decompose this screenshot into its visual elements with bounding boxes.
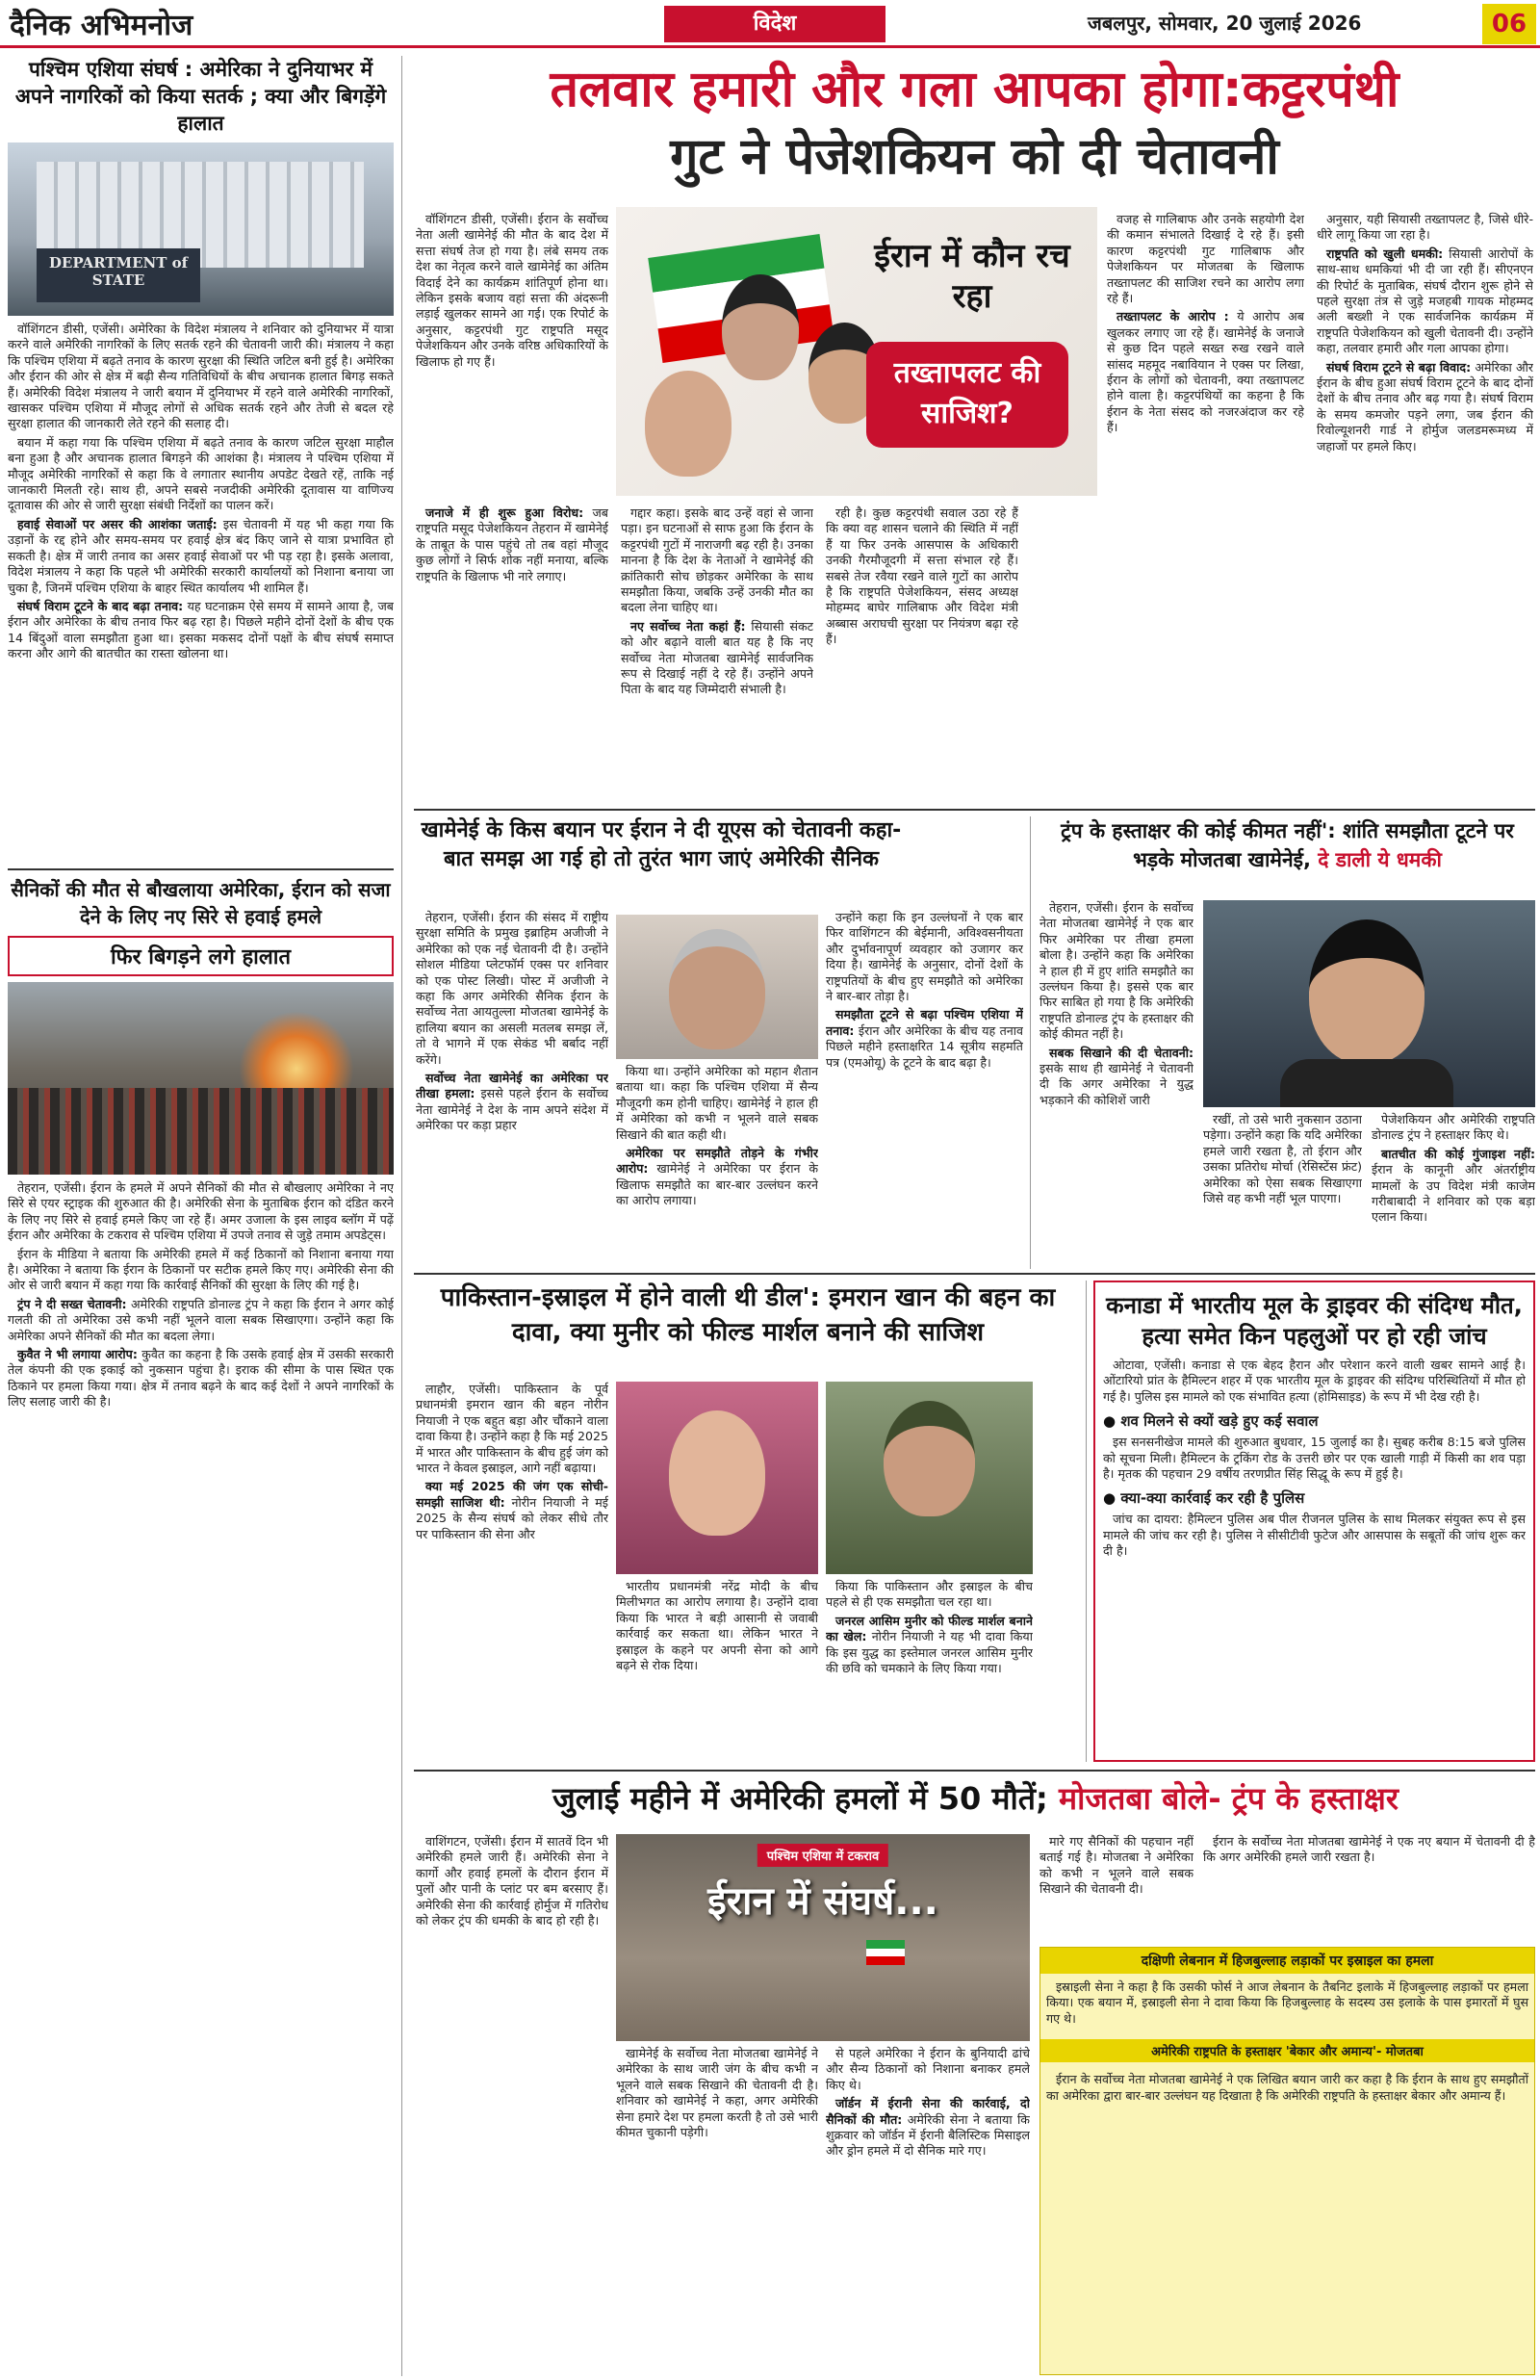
story-subheadline-airstrikes: फिर बिगड़ने लगे हालात bbox=[8, 936, 394, 976]
paragraph: अनुसार, यही सियासी तख्तापलट है, जिसे धीरे-धीरे लागू किया जा रहा है। bbox=[1317, 212, 1533, 243]
khamenei-headline-box bbox=[416, 816, 907, 903]
pakistan-column-2 bbox=[616, 1579, 818, 1762]
paragraph: खामेनेई ने अमेरिका पर ईरान के खिलाफ समझौते का बार-बार उल्लंघन करने का आरोप लगाया। bbox=[616, 1161, 818, 1208]
graphic-red-label: तख्तापलट की साजिश? bbox=[866, 342, 1068, 448]
headline-black: जुलाई महीने में अमेरिकी हमलों में 50 मौतें; bbox=[552, 1780, 1048, 1817]
paragraph: अमेरिकी सेना ने बताया कि शुक्रवार को जॉर्डन में ईरानी बैलिस्टिक मिसाइल और ड्रोन हमले में दो सैनिक मारे गए। bbox=[826, 2111, 1030, 2159]
portrait-azizi bbox=[669, 929, 765, 1049]
canada-bullet-1-body bbox=[1103, 1435, 1526, 1485]
paragraph: इस्राइली सेना ने कहा है कि उसकी फोर्स ने आज लेबनान के तैबनिट इलाके में हिजबुल्लाह लड़ाकों पर हमला किया। एक बयान में, इस्राइली सेना ने दावा किया कि हिजबुल्लाह के सदस्य उस इलाके के पास इमारतों में घुस गए थे। bbox=[1046, 1979, 1528, 2026]
lead-headline-line1: तलवार हमारी और गला आपका होगा:कट्टरपंथी bbox=[550, 61, 1399, 118]
subhead: राष्ट्रपति को खुली धमकी: bbox=[1326, 246, 1444, 261]
khamenei-headline: खामेनेई के किस बयान पर ईरान ने दी यूएस को चेतावनी कहा- बात समझ आ गई हो तो तुरंत भाग जाएं अमेरिकी सैनिक bbox=[421, 818, 902, 871]
subhead: हवाई सेवाओं पर असर की आशंका जताई: bbox=[17, 516, 218, 531]
graphic-title: ईरान में कौन रच रहा bbox=[874, 237, 1070, 316]
july-column-1 bbox=[416, 1834, 608, 2373]
story-headline-us-advisory: पश्चिम एशिया संघर्ष : अमेरिका ने दुनियाभर में अपने नागरिकों को किया सतर्क ; क्या और बिगड़ेंगे हालात bbox=[14, 58, 387, 135]
paragraph: बयान में कहा गया कि पश्चिम एशिया में बढ़ते तनाव के कारण जटिल सुरक्षा माहौल बना हुआ है और अचानक हालात बिगड़ने की आशंका है। मंत्रालय ने पश्चिम एशिया में मौजूद अमेरिकी नागरिकों से कहा कि वे लगातार स्थानीय अपडेट देखते रहें, ताकि नई जानकारी मिलती रहे। साथ ही, अपने सबसे नजदीकी अमेरिकी दूतावास या वाणिज्य दूतावास की ओर से जारी सुरक्षा संबंधी निर्देशों का पालन करें। bbox=[8, 434, 394, 513]
khamenei-column-3 bbox=[826, 910, 1023, 1266]
paragraph: ईरान के मीडिया ने बताया कि अमेरिकी हमले में कई ठिकानों को निशाना बनाया गया है। अमेरिका ने बताया कि ईरान के ठिकानों पर सटीक हमले किए गए। अमेरिकी सेना की ओर से जारी बयान में कहा गया कि कार्रवाई सैनिकों की सुरक्षा के लिए की गई है। bbox=[8, 1246, 394, 1293]
paragraph: लाहौर, एजेंसी। पाकिस्तान के पूर्व प्रधानमंत्री इमरान खान की बहन नोरीन नियाजी ने एक बहुत बड़ा और चौंकाने वाला दावा किया है। उन्होंने कहा है कि मई 2025 में भारत और पाकिस्तान के बीच हुई जंग को भारत ने केवल इस्राइल, आगे नहीं बढ़ाया। bbox=[416, 1382, 608, 1476]
paragraph: भारतीय प्रधानमंत्री नरेंद्र मोदी के बीच मिलीभगत का आरोप लगाया है। उन्होंने दावा किया कि भारत ने बड़ी आसानी से जवाबी कार्रवाई कर सकता था। लेकिन भारत ने इस्राइल के कहने पर अपनी सेना को आगे बढ़ने से रोक दिया। bbox=[616, 1579, 818, 1673]
portrait-khamenei bbox=[722, 274, 799, 380]
july-column-4 bbox=[1040, 1834, 1194, 1940]
lead-headline-line2: गुट ने पेजेशकियन को दी चेतावनी bbox=[670, 128, 1279, 186]
noreen-niazi-photo bbox=[616, 1382, 818, 1574]
sidebar-body-signature bbox=[1040, 2066, 1534, 2112]
portrait-pezeshkian bbox=[645, 371, 732, 477]
canada-bullet-2: ● क्या-क्या कार्रवाई कर रही है पुलिस bbox=[1103, 1488, 1526, 1508]
story-body-us-advisory bbox=[8, 322, 394, 861]
subhead: अमेरिका पर समझौते तोड़ने के गंभीर आरोप: bbox=[616, 1146, 818, 1177]
paragraph: यह घटनाक्रम ऐसे समय में सामने आया है, जब ईरान और अमेरिका के बीच तनाव फिर बढ़ रहा है। पिछले महीने दोनों देशों के बीच एक 14 बिंदुओं वाला समझौता हुआ था। इसका मकसद दोनों पक्षों के बीच संघर्ष समाप्त करना और आगे की बातचीत का रास्ता खोलना था। bbox=[8, 598, 394, 661]
headline-red: मोजतबा बोले- ट्रंप के हस्ताक्षर bbox=[1047, 1780, 1399, 1817]
paragraph: वॉशिंगटन डीसी, एजेंसी। ईरान के सर्वोच्च नेता अली खामेनेई की मौत के बाद देश में सत्ता संघर्ष तेज हो गया है। लंबे समय तक देश का नेतृत्व करने वाले खामेनेई का अंतिम विदाई देने का कार्यक्रम शांतिपूर्ण होना था। लेकिन इसके बजाय वहां सत्ता की अंदरूनी लड़ाई खुलकर सामने आ गई। एक रिपोर्ट के अनुसार, कट्टरपंथी गुट राष्ट्रपति मसूद पेजेशकियन और उनके वरिष्ठ अधिकारियों के खिलाफ हो गए हैं। bbox=[416, 212, 608, 369]
lead-column-2 bbox=[621, 505, 813, 804]
lead-column-1 bbox=[416, 212, 608, 501]
subhead: कुवैत ने भी लगाया आरोप: bbox=[17, 1347, 138, 1362]
mojtaba-photo bbox=[1203, 900, 1535, 1107]
portrait-noreen-niazi bbox=[669, 1410, 765, 1536]
photo-caption: ईरान में संघर्ष... bbox=[707, 1879, 938, 1924]
lead-column-1b bbox=[416, 505, 608, 804]
paragraph: कुवैत का कहना है कि उसके हवाई क्षेत्र में उसकी सरकारी तेल कंपनी की एक इकाई को नुकसान पहुंचा है। इराक की सीमा के पास स्थित एक ठिकाने पर हमला किया गया। क्षेत्र में तनाव बढ़ने के बाद कई देशों ने अपने नागरिकों के लिए सलाह जारी की है। bbox=[8, 1347, 394, 1410]
iran-coup-graphic bbox=[616, 207, 1097, 496]
paragraph: मारे गए सैनिकों की पहचान नहीं बताई गई है। मोजतबा ने अमेरिका को कभी न भूलने वाले सबक सिखाने की चेतावनी दी। bbox=[1040, 1834, 1194, 1897]
paragraph: किया कि पाकिस्तान और इस्राइल के बीच पहले से ही एक समझौता चल रहा था। bbox=[826, 1579, 1033, 1610]
story-body-airstrikes bbox=[8, 1180, 394, 2259]
paragraph: ये आरोप अब खुलकर लगाए जा रहे हैं। खामेनेई के जनाजे से कुछ दिन पहले सख्त रुख रखने वाले सांसद महमूद नबावियान ने एक्स पर लिखा, ईरान के लोगों को चेतावनी, क्या तख्तापलट होने वाला है। कट्टरपंथियों का कहना है कि ईरान के नेता संसद को नजरअंदाज कर रहे हैं। bbox=[1107, 309, 1304, 435]
divider bbox=[414, 1770, 1535, 1772]
paragraph: ईरान और अमेरिका के बीच यह तनाव पिछले महीने हस्ताक्षरित 14 सूत्रीय सहमति पत्र (एमओयू) के टूटने के बाद बढ़ा है। bbox=[826, 1022, 1023, 1070]
paragraph: तेहरान, एजेंसी। ईरान की संसद में राष्ट्रीय सुरक्षा समिति के प्रमुख इब्राहिम अजीजी ने अमेरिका को एक नई चेतावनी दी है। उन्होंने सोशल मीडिया प्लेटफॉर्म एक्स पर शनिवार को एक पोस्ट लिखी। पोस्ट में अजीजी ने कहा कि अगर अमेरिकी सैनिक ईरान के सर्वोच्च नेता आयतुल्ला मोजतबा खामेनेई के हालिया बयान का असली मतलब समझ लें, तो वे भागने में एक सेकंड भी बर्बाद नहीं करेंगे। bbox=[416, 910, 608, 1067]
paragraph: इस चेतावनी में यह भी कहा गया कि उड़ानों के रद्द होने और समय-समय पर हवाई क्षेत्र बंद किए जाने से यात्रा प्रभावित हो सकती है। क्षेत्र में जारी तनाव का असर हवाई सेवाओं पर भी पड़ रहा है। इसके अलावा, विदेश मंत्रालय ने कहा कि पहले भी अमेरिकी सरकारी कार्यालयों को निशाना बनाया जा चुका है, जिनमें पश्चिम एशिया के बाहर स्थित कार्यालय भी शामिल हैं। bbox=[8, 516, 394, 595]
sidebar-heading-signature: अमेरिकी राष्ट्रपति के हस्ताक्षर 'बेकार और अमान्य'- मोजतबा bbox=[1040, 2039, 1534, 2062]
paragraph: ईरान के सर्वोच्च नेता मोजतबा खामेनेई ने एक नए बयान में चेतावनी दी है कि अगर अमेरिकी हमले जारी रखता है। bbox=[1203, 1834, 1535, 1865]
khamenei-column-2 bbox=[616, 1064, 818, 1266]
subhead: जनरल आसिम मुनीर को फील्ड मार्शल बनाने का खेल: bbox=[826, 1613, 1033, 1644]
iran-flag-icon bbox=[866, 1940, 905, 1965]
subhead: जॉर्डन में ईरानी सेना की कार्रवाई, दो सैनिकों की मौत: bbox=[826, 2096, 1030, 2127]
asim-munir-photo bbox=[826, 1382, 1033, 1574]
subhead: समझौता टूटने से बढ़ा पश्चिम एशिया में तनाव: bbox=[826, 1007, 1023, 1038]
subhead: सर्वोच्च नेता खामेनेई का अमेरिका पर तीखा हमला: bbox=[416, 1071, 608, 1101]
trump-signature-headline bbox=[1040, 816, 1535, 874]
crowd bbox=[8, 1088, 394, 1175]
paragraph: रही है। कुछ कट्टरपंथी सवाल उठा रहे हैं कि क्या वह शासन चलाने की स्थिति में नहीं हैं या फिर उनके आसपास के अधिकारी उनकी गैरमौजूदगी में सत्ता संभाल रहे हैं। सबसे तेज रवैया रखने वाले गुटों का आरोप है कि राष्ट्रपति पेजेशकियन, संसद अध्यक्ष मोहम्मद बाघेर गालिबाफ और विदेश मंत्री अब्बास अराघची सुरक्षा पर नियंत्रण बढ़ा रहे हैं। bbox=[826, 505, 1018, 647]
paragraph: ईरान के सर्वोच्च नेता मोजतबा खामेनेई ने एक लिखित बयान जारी कर कहा है कि ईरान के साथ हुए समझौतों का अमेरिका द्वारा बार-बार उल्लंघन यह दिखाता है कि अमेरिकी राष्ट्रपति के हस्ताक्षर बेकार और अमान्य हैं। bbox=[1046, 2072, 1528, 2103]
subhead: संघर्ष विराम टूटने के बाद बढ़ा तनाव: bbox=[17, 598, 184, 613]
subhead: ट्रंप ने दी सख्त चेतावनी: bbox=[17, 1296, 127, 1311]
july-headline bbox=[416, 1776, 1535, 1821]
paragraph: वजह से गालिबाफ और उनके सहयोगी देश की कमान संभालते दिखाई दे रहे हैं। इसी कारण कट्टरपंथी गुट गालिबाफ और पेजेशकियन पर मोजतबा के खिलाफ तख्तापलट की साजिश रचने का आरोप लगा रहे हैं। bbox=[1107, 212, 1304, 306]
subhead: सबक सिखाने की दी चेतावनी: bbox=[1049, 1045, 1194, 1060]
july-column-5 bbox=[1203, 1834, 1535, 1940]
canada-bullet-1: ● शव मिलने से क्यों खड़े हुए कई सवाल bbox=[1103, 1411, 1526, 1431]
canada-headline: कनाडा में भारतीय मूल के ड्राइवर की संदिग्ध मौत, हत्या समेत किन पहलुओं पर हो रही जांच bbox=[1106, 1292, 1523, 1350]
subhead: नए सर्वोच्च नेता कहां हैं: bbox=[630, 618, 746, 634]
paragraph: वाशिंगटन, एजेंसी। ईरान में सातवें दिन भी अमेरिकी हमले जारी हैं। अमेरिकी सेना ने कार्गो और हवाई हमलों के दौरान ईरान में पुलों और पानी के प्लांट पर बम बरसाए हैं। अमेरिकी सेना की कार्रवाई होर्मुज में गतिरोध को लेकर ट्रंप की धमकी के बाद हो रही है। bbox=[416, 1834, 608, 1928]
portrait-asim-munir bbox=[884, 1401, 975, 1516]
paragraph: अमेरिका और ईरान के बीच हुआ संघर्ष विराम टूटने के बाद दोनों देशों के बीच तनाव और बढ़ गया है। संघर्ष विराम के समय कमजोर पड़ने लगा, जब ईरान की रिवोल्यूशनरी गार्ड ने होर्मुज जलडमरूमध्य में जहाजों पर हमले किए। bbox=[1317, 359, 1533, 453]
paragraph: वॉशिंगटन डीसी, एजेंसी। अमेरिका के विदेश मंत्रालय ने शनिवार को दुनियाभर में यात्रा करने वाले अमेरिकी नागरिकों के लिए सतर्क रहने की चेतावनी जारी की। मंत्रालय ने कहा कि पश्चिम एशिया में बढ़ते तनाव के कारण सुरक्षा की स्थिति जटिल बनी हुई है। अमेरिका और ईरान की ओर से क्षेत्र में बढ़ी सैन्य गतिविधियों के बीच अचानक हालात बिगड़ सकते हैं। अमेरिकी विदेश मंत्रालय ने जारी बयान में दुनियाभर में रहने वाले अमेरिकी नागरिकों, खासकर पश्चिम एशिया में मौजूद लोगों से अधिक सतर्क रहने और तेजी से बदल रहे सुरक्षा हालात की जानकारी लेते रहने की सलाह दी। bbox=[8, 322, 394, 431]
subhead: जनाजे में ही शुरू हुआ विरोध: bbox=[425, 505, 584, 520]
pakistan-column-3 bbox=[826, 1579, 1033, 1762]
divider bbox=[1030, 816, 1031, 1269]
state-department-photo bbox=[8, 142, 394, 316]
headline-black: ट्रंप के हस्ताक्षर की कोई कीमत नहीं': शांति समझौता टूटने पर भड़के मोजतबा खामेनेई, bbox=[1061, 819, 1514, 871]
paragraph: पेजेशकियन और अमेरिकी राष्ट्रपति डोनाल्ड ट्रंप ने हस्ताक्षर किए थे। bbox=[1372, 1112, 1535, 1143]
paragraph: से पहले अमेरिका ने ईरान के बुनियादी ढांचे और सैन्य ठिकानों को निशाना बनाकर हमले किए थे। bbox=[826, 2046, 1030, 2092]
iran-conflict-photo bbox=[616, 1834, 1030, 2041]
divider bbox=[414, 1273, 1535, 1275]
khamenei-column-1 bbox=[416, 910, 608, 1266]
paragraph: ओटावा, एजेंसी। कनाडा से एक बेहद हैरान और परेशान करने वाली खबर सामने आई है। ओंटारियो प्रांत के हैमिल्टन शहर में एक भारतीय मूल के ड्राइवर की संदिग्ध परिस्थितियों में मौत हो गई है। पुलिस इस मामले को एक संभावित हत्या (होमिसाइड) के रूप में भी देख रही है। bbox=[1103, 1358, 1526, 1404]
robe bbox=[1280, 1059, 1453, 1107]
lead-column-5 bbox=[1317, 212, 1533, 804]
azizi-photo bbox=[616, 915, 818, 1059]
subhead: बातचीत की कोई गुंजाइश नहीं: bbox=[1381, 1146, 1535, 1161]
pakistan-column-4-gutter bbox=[1040, 1382, 1080, 1762]
july-column-2 bbox=[616, 2046, 818, 2373]
paragraph: उन्होंने कहा कि इन उल्लंघनों ने एक बार फिर वाशिंगटन की बेईमानी, अविश्वसनीयता और दुर्भावनापूर्ण व्यवहार को उजागर कर दिया है। खामेनेई के अनुसार, दोनों देशों के राष्ट्रपतियों के बीच हुए समझौते को अमेरिका ने बार-बार तोड़ा है। bbox=[826, 910, 1023, 1004]
headline-red: दे डाली ये धमकी bbox=[1310, 848, 1442, 871]
paragraph: नोरीन नियाजी ने यह भी दावा किया कि इस युद्ध का इस्तेमाल जनरल आसिम मुनीर की छवि को चमकाने के लिए किया गया। bbox=[826, 1629, 1033, 1676]
paragraph: इसके साथ ही खामेनेई ने चेतावनी दी कि अगर अमेरिका ने युद्ध भड़काने की कोशिशें जारी bbox=[1040, 1061, 1194, 1107]
pakistan-headline-box bbox=[416, 1281, 1080, 1377]
divider bbox=[1086, 1281, 1087, 1762]
paragraph: सियासी संकट को और बढ़ाने वाली बात यह है कि नए सर्वोच्च नेता मोजतबा खामेनेई सार्वजनिक रूप से दिखाई नहीं दे रहे हैं। उन्होंने अपने पिता के बाद यह जिम्मेदारी संभाली है। bbox=[621, 618, 813, 697]
lead-headline bbox=[414, 56, 1535, 200]
paragraph: तेहरान, एजेंसी। ईरान के सर्वोच्च नेता मोजतबा खामेनेई ने एक बार फिर अमेरिका पर तीखा हमला बोला है। उन्होंने कहा कि अमेरिका ने हाल ही में हुए शांति समझौते का उल्लंघन किया है। इससे एक बार फिर साबित हो गया है कि अमेरिकी राष्ट्रपति डोनाल्ड ट्रंप के हस्ताक्षर की कोई कीमत नहीं है। bbox=[1040, 900, 1194, 1042]
story-headline-airstrikes: सैनिकों की मौत से बौखलाया अमेरिका, ईरान को सजा देने के लिए नए सिरे से हवाई हमले bbox=[11, 878, 391, 928]
paragraph: तेहरान, एजेंसी। ईरान के हमले में अपने सैनिकों की मौत से बौखलाए अमेरिका ने नए सिरे से एयर स्ट्राइक की शुरुआत की है। अमेरिकी सेना के मुताबिक ईरान को दंडित करने के लिए नए सिरे से हवाई हमले किए जा रहे हैं। अमर उजाला के इस लाइव ब्लॉग में पढ़ें ईरान और अमेरिका के टकराव से पश्चिम एशिया में उपजे तनाव से जुड़े तमाम अपडेट्स। bbox=[8, 1180, 394, 1243]
crowd-fire-photo bbox=[8, 982, 394, 1175]
paragraph: गद्दार कहा। इसके बाद उन्हें वहां से जाना पड़ा। इन घटनाओं से साफ हुआ कि ईरान के कट्टरपंथी गुटों में नाराजगी बढ़ रही है। उनका मानना है कि देश के नेताओं ने खामेनेई की क्रांतिकारी सोच छोड़कर अमेरिका के साथ समझौता किया, जबकि उन्हें उनकी मौत का बदला लेना चाहिए था। bbox=[621, 505, 813, 615]
paragraph: किया था। उन्होंने अमेरिका को महान शैतान बताया था। कहा कि पश्चिम एशिया में सैन्य मौजूदगी कम होनी चाहिए। खामेनेई ने हाल ही में अमेरिका को कभी न भूलने वाले सबक सिखाने की बात कही थी। bbox=[616, 1064, 818, 1142]
divider bbox=[414, 809, 1535, 811]
july-column-3 bbox=[826, 2046, 1030, 2373]
paragraph: ईरान के कानूनी और अंतर्राष्ट्रीय मामलों के उप विदेश मंत्री काजेम गरीबाबादी ने शनिवार को एक बड़ा एलान किया। bbox=[1372, 1162, 1535, 1225]
sidebar-heading-lebanon: दक्षिणी लेबनान में हिजबुल्लाह लड़ाकों पर इस्राइल का हमला bbox=[1040, 1948, 1534, 1974]
canada-story-box bbox=[1093, 1281, 1535, 1762]
photo-tag: पश्चिम एशिया में टकराव bbox=[757, 1844, 888, 1867]
paragraph: सियासी आरोपों के साथ-साथ धमकियां भी दी जा रही हैं। सीएनएन की रिपोर्ट के मुताबिक, संघर्ष दौरान शुरू होने से पहले सुरक्षा तंत्र से जुड़े मजहबी गायक मोहम्मद अली बख्शी ने एक सार्वजनिक कार्यक्रम में राष्ट्रपति पेजेशकियन को खुली चेतावनी दी। उन्होंने कहा, तलवार हमारी और गला आपका होगा। bbox=[1317, 246, 1533, 356]
masthead bbox=[0, 0, 1540, 48]
paragraph: अमेरिकी राष्ट्रपति डोनाल्ड ट्रंप ने कहा कि ईरान ने अगर कोई गलती की तो अमेरिका उसे कभी नहीं भूलने वाला सबक सिखाएगा। उन्होंने कहा कि अमेरिका अपने सैनिकों की मौत का बदला लेगा। bbox=[8, 1296, 394, 1343]
subhead: तख्तापलट के आरोप : bbox=[1116, 309, 1229, 324]
paragraph: नोरीन नियाजी ने मई 2025 के सैन्य संघर्ष को लेकर सीधे तौर पर पाकिस्तान की सेना और bbox=[416, 1494, 608, 1541]
paragraph: जांच का दायरा: हैमिल्टन पुलिस अब पील रीजनल पुलिस के साथ मिलकर संयुक्त रूप से इस मामले की जांच कर रही है। पुलिस ने सीसीटीवी फुटेज और आसपास के सबूतों की जांच शुरू कर दी है। bbox=[1103, 1512, 1526, 1559]
canada-body bbox=[1103, 1358, 1526, 1408]
paragraph: खामेनेई के सर्वोच्च नेता मोजतबा खामेनेई ने अमेरिका के साथ जारी जंग के बीच कभी न भूलने वाले सबक सिखाने की चेतावनी दी है। शनिवार को खामेनेई ने कहा, अगर अमेरिकी सेना हमारे देश पर हमला करती है तो उसे भारी कीमत चुकानी पड़ेगी। bbox=[616, 2046, 818, 2140]
paragraph: इस सनसनीखेज मामले की शुरुआत बुधवार, 15 जुलाई का है। सुबह करीब 8:15 बजे पुलिस को सूचना मिली। हैमिल्टन के ट्रकिंग रोड के उत्तरी छोर पर एक खाली गाड़ी में किसी का शव पड़ा है। मृतक की पहचान 29 वर्षीय तरणप्रीत सिंह सिद्धू के रूप में हुई है। bbox=[1103, 1435, 1526, 1482]
paragraph: इससे पहले ईरान के सर्वोच्च नेता खामेनेई ने देश के नाम अपने संदेश में अमेरिका पर कड़ा प्रहार bbox=[416, 1086, 608, 1133]
newspaper-logo: दैनिक अभिमनोज bbox=[10, 9, 193, 42]
trump-signature-headline-box bbox=[1040, 816, 1535, 893]
pakistan-column-1 bbox=[416, 1382, 608, 1762]
paragraph: रखीं, तो उसे भारी नुकसान उठाना पड़ेगा। उन्होंने कहा कि यदि अमेरिका हमले जारी रखता है, तो ईरान और उसका प्रतिरोध मोर्चा (रेसिस्टेंस फ्रंट) अमेरिका को ऐसा सबक सिखाएगा जिसे वह कभी नहीं भूल पाएगा। bbox=[1203, 1112, 1362, 1206]
issue-date: जबलपुर, सोमवार, 20 जुलाई 2026 bbox=[1088, 12, 1362, 35]
paragraph: जब राष्ट्रपति मसूद पेजेशकियन तेहरान में खामेनेई के ताबूत के पास पहुंचे तो तब वहां मौजूद कुछ लोगों ने सिर्फ शोक नहीं मनाया, बल्कि राष्ट्रपति के खिलाफ भी नारे लगाए। bbox=[416, 505, 608, 583]
left-column bbox=[8, 56, 402, 2376]
subhead: क्या मई 2025 की जंग एक सोची-समझी साजिश थी: bbox=[416, 1479, 608, 1510]
lead-column-3 bbox=[826, 505, 1018, 804]
sidebar-yellow-box bbox=[1040, 1947, 1535, 2375]
july-headline-box bbox=[416, 1776, 1535, 1824]
pakistan-headline: पाकिस्तान-इस्राइल में होने वाली थी डील': इमरान खान की बहन का दावा, क्या मुनीर को फील्ड मार्शल बनाने की साजिश bbox=[440, 1283, 1056, 1347]
trump-column-3 bbox=[1372, 1112, 1535, 1266]
page-number: 06 bbox=[1482, 4, 1536, 44]
portrait-mojtaba bbox=[1309, 919, 1424, 1064]
subhead: संघर्ष विराम टूटने से बढ़ा विवाद: bbox=[1326, 359, 1472, 375]
trump-column-1 bbox=[1040, 900, 1194, 1266]
department-of-state-sign: DEPARTMENT of STATE bbox=[37, 248, 200, 302]
lead-column-4 bbox=[1107, 212, 1304, 804]
section-label: विदेश bbox=[664, 6, 886, 42]
trump-column-2 bbox=[1203, 1112, 1362, 1266]
sidebar-body-lebanon bbox=[1040, 1974, 1534, 2035]
canada-bullet-2-body bbox=[1103, 1512, 1526, 1562]
